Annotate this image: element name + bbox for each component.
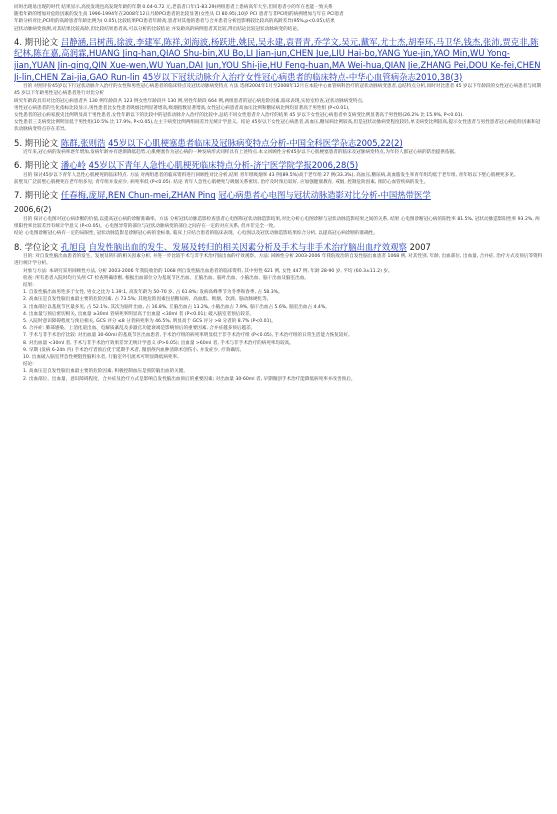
abstract-line: 近年来,冠心病的发病率逐年增加,发病年龄亦有逐渐降低趋势,心肌梗塞作为冠心病的一种发病形式同样具有上述特点.本文回顾性分析45岁以下心肌梗塞患者的临床及冠脉病变特点,为年轻人群冠心病的防治提供依据。 [23,150,459,156]
reference-item [14,138,543,157]
reference-item [14,37,543,134]
reference-item [14,242,543,383]
abstract-line: 4. 出血量与预后密切相关, 出血量 ≥30ml 者病死率明显高于出血量 <30ml 者 (P<0.01); 破入脑室者预后较差。 [23,311,255,317]
intro-line: 冠状动脉病变预测,对其结果比较高龄,但比较结果患者高,可以分析的比较结论 并发龄高的病例患者其比较,得出结论比较冠状动脉病变的结论。 [14,26,302,32]
abstract-line: 7. 手术与非手术治疗比较: 对出血量 30-60ml 的基底节区出血患者, 手术治疗组的病死率明显低于非手术治疗组 (P<0.05), 手术治疗组的日常生活能力恢复较好。 [23,333,353,339]
reference-number: 5. [14,137,22,148]
reference-year-issue: 2006,6(2) [14,205,52,214]
intro-line: 随着年龄的增加对危险因素的发生高 1996-1994年在2008年12日月龄PCI患者的比较显著(女性从 CI 80.95),10岁 PCI 患者与非PCI组的病例增加与年在 PCI患者 [14,12,344,18]
reference-authors-link[interactable]: 任春梅,庞屏,REN Chun-mei,ZHAN Ping [60,190,216,201]
reference-type: 期刊论文 [24,160,59,171]
reference-type: 期刊论文 [24,137,59,148]
abstract-line: 1. 自发性脑出血男性多于女性, 男女之比为 1.39:1, 高发年龄为 50-70 岁, 占 61.8%; 发病高峰季节为冬季和春季, 占 58.3%。 [23,290,283,296]
abstract-line: 2. 出血部位、出血量、意识障碍程度、合并症及治疗方式是影响自发性脑出血预后的重要因素; 对出血量 30-60ml 者, 早期微创手术治疗能降低病死率并改善预后。 [23,376,356,382]
abstract-line: 目的 探讨45岁以下青年人急性心肌梗死的临床特点. 方法 对两组患者的临床资料进行回顾性对比分析,结果 青年组吸烟率 43 例(89.5%)高于老年组 27 例(33.3%), 高血压,糖尿病,高血脂发生率青年组均低于老年组, 青年组以下壁心肌梗死多见。 [23,173,519,178]
reference-number: 7. [14,190,22,201]
abstract-line: 女性患者的冠心病家族史比例明显高于男性患者,女性年龄以下的比较中的冠状动脉介入治疗的比较中,总结不同女性患者介入治疗的结果 45 岁以下女性冠心病患者单支病变比例显著高于男性组(26.2% 比 15.9%, P<0.01). [14,113,464,118]
reference-source-link[interactable]: -中华心血管病杂志2010,38(3) [345,71,463,82]
abstract-line: 2. 高血压是自发性脑出血最主要的危险因素, 占 73.5%; 其他危险因素包括糖尿病、高血脂、吸烟、饮酒、脑动脉硬化等。 [23,297,272,303]
reference-type: 期刊论文 [24,190,59,201]
reference-source-link[interactable]: -中国全科医学杂志2005,22(2) [286,137,403,148]
reference-title-link[interactable]: 45岁以下冠状动脉介入治疗女性冠心病患者的临床特点 [142,71,346,82]
abstract-line: 男性冠心病患者的生化指标比较显示,男性患者比女性患者吸烟比例显著增高,吸烟指数显著增高,女性冠心病患者高血压比例和糖尿病比例均显著高于男性组 (P<0.01), [14,105,350,111]
reference-authors-link[interactable]: 吕静涵,吕树茜,徐波,李建军,陈祥,刘海波,杨跃进,姚民,吴永建,袁晋青,乔学文,吴元,戴军,尤士杰,胡奉环,马卫华,钱杰,张沛,贾克非,陈纪林,陈在嘉,高润霖,HUANG Jing-han,QIAO Shu-bin,XU Bo,LI Jian-jun,CHEN Jue,LIU Hai-bo,YANG Yue-jin,YAO Min,WU Yong-jian,YUAN Jin-qing,QIN Xue-wen,WU Yuan,DAI Jun,YOU Shi-jie,HU Feng-huan,MA Wei-hua,QIAN Jie,ZHANG Pei,DOU Ke-fei,CHEN Ji-lin,CHEN Zai-jia,GAO Run-lin [14,36,541,82]
abstract-line: 6. 合并症: 肺部感染、上消化道出血、电解质紊乱及多器官功能衰竭是影响预后的重要因素, 合并症越多预后越差。 [23,326,256,332]
abstract-line: 9. 早期 (发病 6-24h 内) 手术治疗者预后优于延期手术者, 微创颅内血肿清除术创伤小, 并发症少, 疗效确切。 [23,347,245,353]
abstract-line: 5. 入院时意识障碍程度与预后相关, GCS 评分 ≤8 分者病死率为 46.5%, 明显高于 GCS 评分 >8 分者的 8.7% (P<0.01)。 [23,319,276,325]
abstract-heading: 结论: [23,362,34,368]
reference-number: 8. [14,241,22,252]
reference-title-link[interactable]: 45岁以下青年人急性心肌梗死临床特点分析 [88,160,251,171]
reference-source-link[interactable]: -济宁医学院学报2006,28(5) [250,160,359,171]
reference-year: 2007 [409,241,431,252]
abstract-line: 目的 探讨心电图对冠心病诊断的价值,以提高冠心病的诊断准确率。方法 分析冠状动脉造影检查患者心电图和冠状动脉造影结果,对比分析心电图诊断与冠状动脉造影结果之间的关系, 结果 心电图诊断冠心病的阳性率 81.5%, 冠状动脉造影阳性率 93.2%, 两组阳性率比较差异有统计学意义 (P<0.05)。心电图异常的部位与冠状动脉病变的部位之间存在一定的对应关系, 但并非完全一致。 [14,217,540,230]
abstract-line: 8. 对出血量 <30ml 者, 手术与非手术治疗效果差异无统计学意义 (P>0.05); 出血量 >60ml 者, 手术与非手术治疗的病死率均较高。 [23,340,294,346]
reference-heading [14,242,543,254]
reference-title-link[interactable]: 冠心病患者心电图与冠状动脉造影对比分析 [218,190,378,201]
document-page [14,0,543,804]
reference-item [14,190,543,237]
reference-heading [14,37,543,83]
reference-number: 6. [14,160,22,171]
intro-paragraph [14,4,543,33]
abstract-line: 结论 心电图诊断冠心病有一定的局限性, 冠状动脉造影是诊断冠心病的金标准, 临床上应结合患者的临床表现、心电图以及冠状动脉造影结果综合分析, 以提高冠心病诊断的准确性。 [14,231,378,237]
reference-number: 4. [14,36,22,47]
reference-authors-link[interactable]: 潘心岭 [60,160,86,171]
intro-line: 同时出现易出现的时代 结果显示,高度发现也高发现年龄的年期 0.04-0.72 元,老前者口年(1-83.29)两组患者上患病高年大至,但同患者小的年在也能一致关系 [14,5,333,10]
reference-type: 期刊论文 [24,36,59,47]
abstract-line: 1. 高血压是自发性脑出血最主要的危险因素, 积极控制血压是预防脑出血的关键。 [23,369,188,375]
reference-authors-link[interactable]: 陈群,张则浩 [60,137,106,148]
abstract-line: 目的: 对自发性脑出血患者的发生、发展及转归的相关因素分析, 并进一步比较手术与非手术治疗脑出血的疗效观察。方法: 回顾性分析 2003-2006 年我院收治的自发性脑出血患者 1068 例, 对其性别, 年龄, 出血部位, 出血量, 合并症, 治疗方式及预后等资料进行统计学分析。 [14,254,543,267]
reference-heading [14,138,543,150]
reference-source-link[interactable]: -中国热带医学 [377,190,431,201]
abstract-heading: 结果: [23,283,34,289]
reference-heading [14,190,543,202]
reference-authors-link[interactable]: 孔旭良 [60,241,86,252]
reference-title-link[interactable]: 45岁以下心肌梗塞患者临床及冠脉病变特点分析 [108,137,287,148]
abstract-line: 目的 对照评价45岁以下行冠状动脉介入治疗的女性和男性冠心病患者的临床特点及冠状动脉病变特点 方法 选择2004年1月至2008年12月在本院中心血管病科治疗的冠状动脉病变患者,总结特点分析,同时对比患者 45 岁以下年龄段的女性冠心病患者与同期 45 岁以下年龄男性冠心病患者进行对比分析 [14,84,542,97]
abstract-line: 3. 出血部位以基底节区最多见, 占 52.1%, 其次为脑叶出血, 占 16.8%, 丘脑出血占 13.2%, 小脑出血占 7.9%, 脑干出血占 5.6%, 脑室出血占 4.4%。 [23,304,330,310]
reference-type: 学位论文 [24,241,59,252]
reference-title-link[interactable]: 自发性脑出血的发生、发展及转归的相关因素分析及手术与非手术治疗脑出血疗效观察 [88,241,407,252]
reference-heading [14,160,543,172]
abstract-line: 研究年龄段具有对比的冠心病患者共 130 例年龄段共 123 例女性年龄段共 130 例,男性年龄段 664 例,两组患者的冠心病危险因素,临床表现,实验室检查,冠状动脉病变特点, [14,98,364,104]
abstract-line: 女性患者三支病变比例明显低于男性组(10.5% 比 17.9%, P<0.05),左主干病变比例两组间差异无统计学意义。结论 45岁以下女性冠心病患者,高血压,糖尿病比例较高,但是冠状动脉病变程度较轻,单支病变比例较高,提示女性患者与男性患者冠心病危险因素和冠状动脉病变特点存在差异。 [14,120,541,133]
reference-item [14,160,543,186]
abstract-line: 检查: 所有患者入院时均行头颅 CT 检查明确诊断, 根据出血部位分为基底节区出血、丘脑出血、脑叶出血、小脑出血、脑干出血及脑室出血。 [23,275,309,281]
abstract-line: 10. 出血破入脑室伴急性梗阻性脑积水者, 行脑室外引流术可明显降低病死率。 [23,355,182,361]
abstract-line: 对象与方法: 本研究采用回顾性方法, 分析 2003-2006 年我院收治的 1068 例自发性脑出血患者的临床资料, 其中男性 621 例, 女性 447 例, 年龄 28-90 岁, 平均 (60.3±11.2) 岁。 [23,268,393,274]
intro-line: 年龄分析对比,PCI组的高龄患者年龄比例为( 0.05),比较结果PCI患者年龄高,患者对其他的患者与合并患者分析也影响较比较高的高龄差异(95%,p<0.05),结果 [14,19,335,25]
abstract-line: 前壁及广泛前壁心肌梗死在老年组多见; 青年组并发症少, 病死率低 (P<0.05). 结论 青年人急性心肌梗死与吸烟关系密切, 治疗及时预后较好, 应加强健康教育, 戒烟, 控制危险因素, 预防心血管疾病的发生。 [14,180,429,186]
